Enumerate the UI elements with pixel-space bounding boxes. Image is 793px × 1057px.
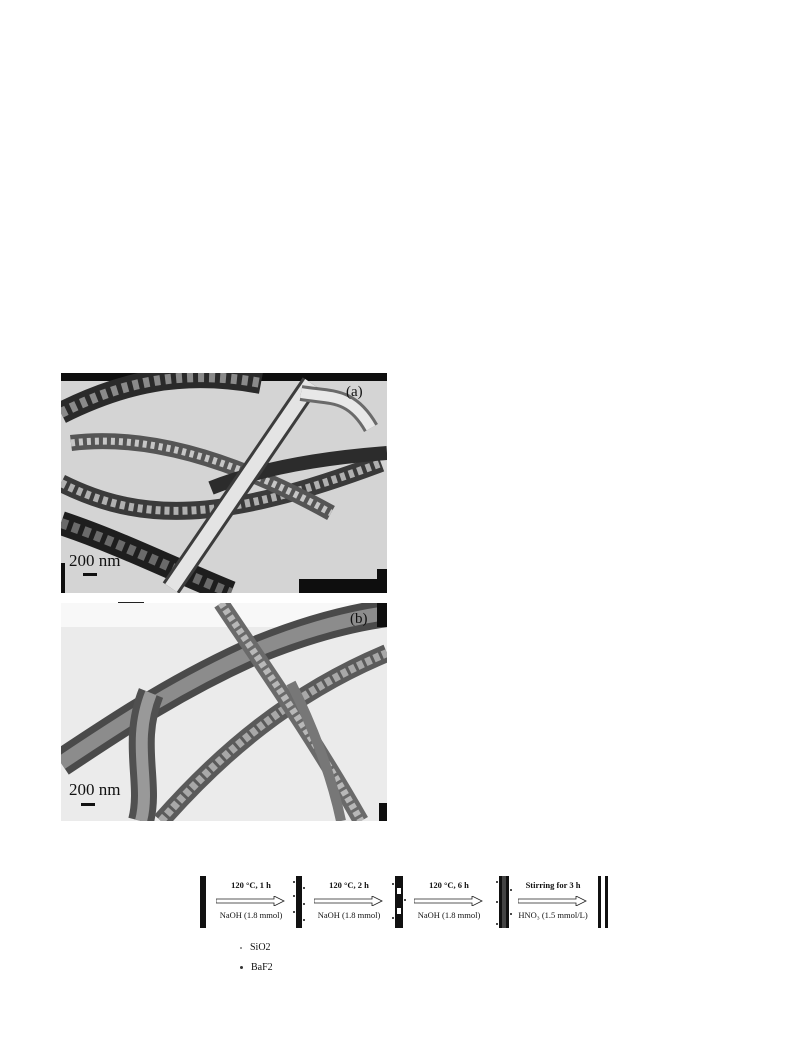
step-1	[212, 874, 290, 928]
step-1-condition: 120 °C, 1 h	[231, 880, 271, 890]
legend-label-baf2: BaF2	[251, 962, 273, 973]
scale-bar-a	[83, 573, 97, 576]
scale-bar-b	[81, 803, 95, 806]
stage-tube-wall-right	[605, 876, 608, 928]
step-3-reagent: NaOH (1.8 mmol)	[417, 910, 481, 920]
legend-item-sio2	[240, 942, 271, 953]
step-4-condition: Stirring for 3 h	[525, 880, 581, 890]
step-2	[310, 874, 388, 928]
arrow-icon	[216, 896, 286, 906]
legend-label-sio2: SiO2	[250, 942, 271, 953]
arrow-icon	[414, 896, 484, 906]
arrow-icon	[518, 896, 588, 906]
step-2-condition: 120 °C, 2 h	[329, 880, 369, 890]
stage-coated-bar-2	[392, 874, 406, 930]
panel-label-b: (b)	[350, 611, 368, 627]
sio2-dot-icon	[240, 947, 242, 949]
step-3-condition: 120 °C, 6 h	[429, 880, 469, 890]
baf2-dot-icon	[240, 966, 243, 969]
scale-bar-label-b: 200 nm	[69, 780, 121, 799]
step-4-reagent: HNO₃ (1.5 mmol/L)	[518, 910, 588, 920]
stage-tube-wall-left	[598, 876, 601, 928]
step-1-reagent: NaOH (1.8 mmol)	[219, 910, 283, 920]
tem-image-b	[61, 603, 387, 821]
legend-item-baf2	[240, 962, 273, 973]
arrow-icon	[314, 896, 384, 906]
step-4	[514, 874, 592, 928]
stage-coated-bar-1	[292, 874, 306, 930]
stage-coated-bar-3	[496, 874, 512, 930]
scale-bar-label-a: 200 nm	[69, 551, 121, 570]
synthesis-scheme	[200, 868, 612, 930]
panel-label-a: (a)	[346, 384, 363, 400]
tem-image-a	[61, 373, 387, 593]
step-3	[410, 874, 488, 928]
step-2-reagent: NaOH (1.8 mmol)	[317, 910, 381, 920]
stage-template-bar	[200, 876, 206, 928]
